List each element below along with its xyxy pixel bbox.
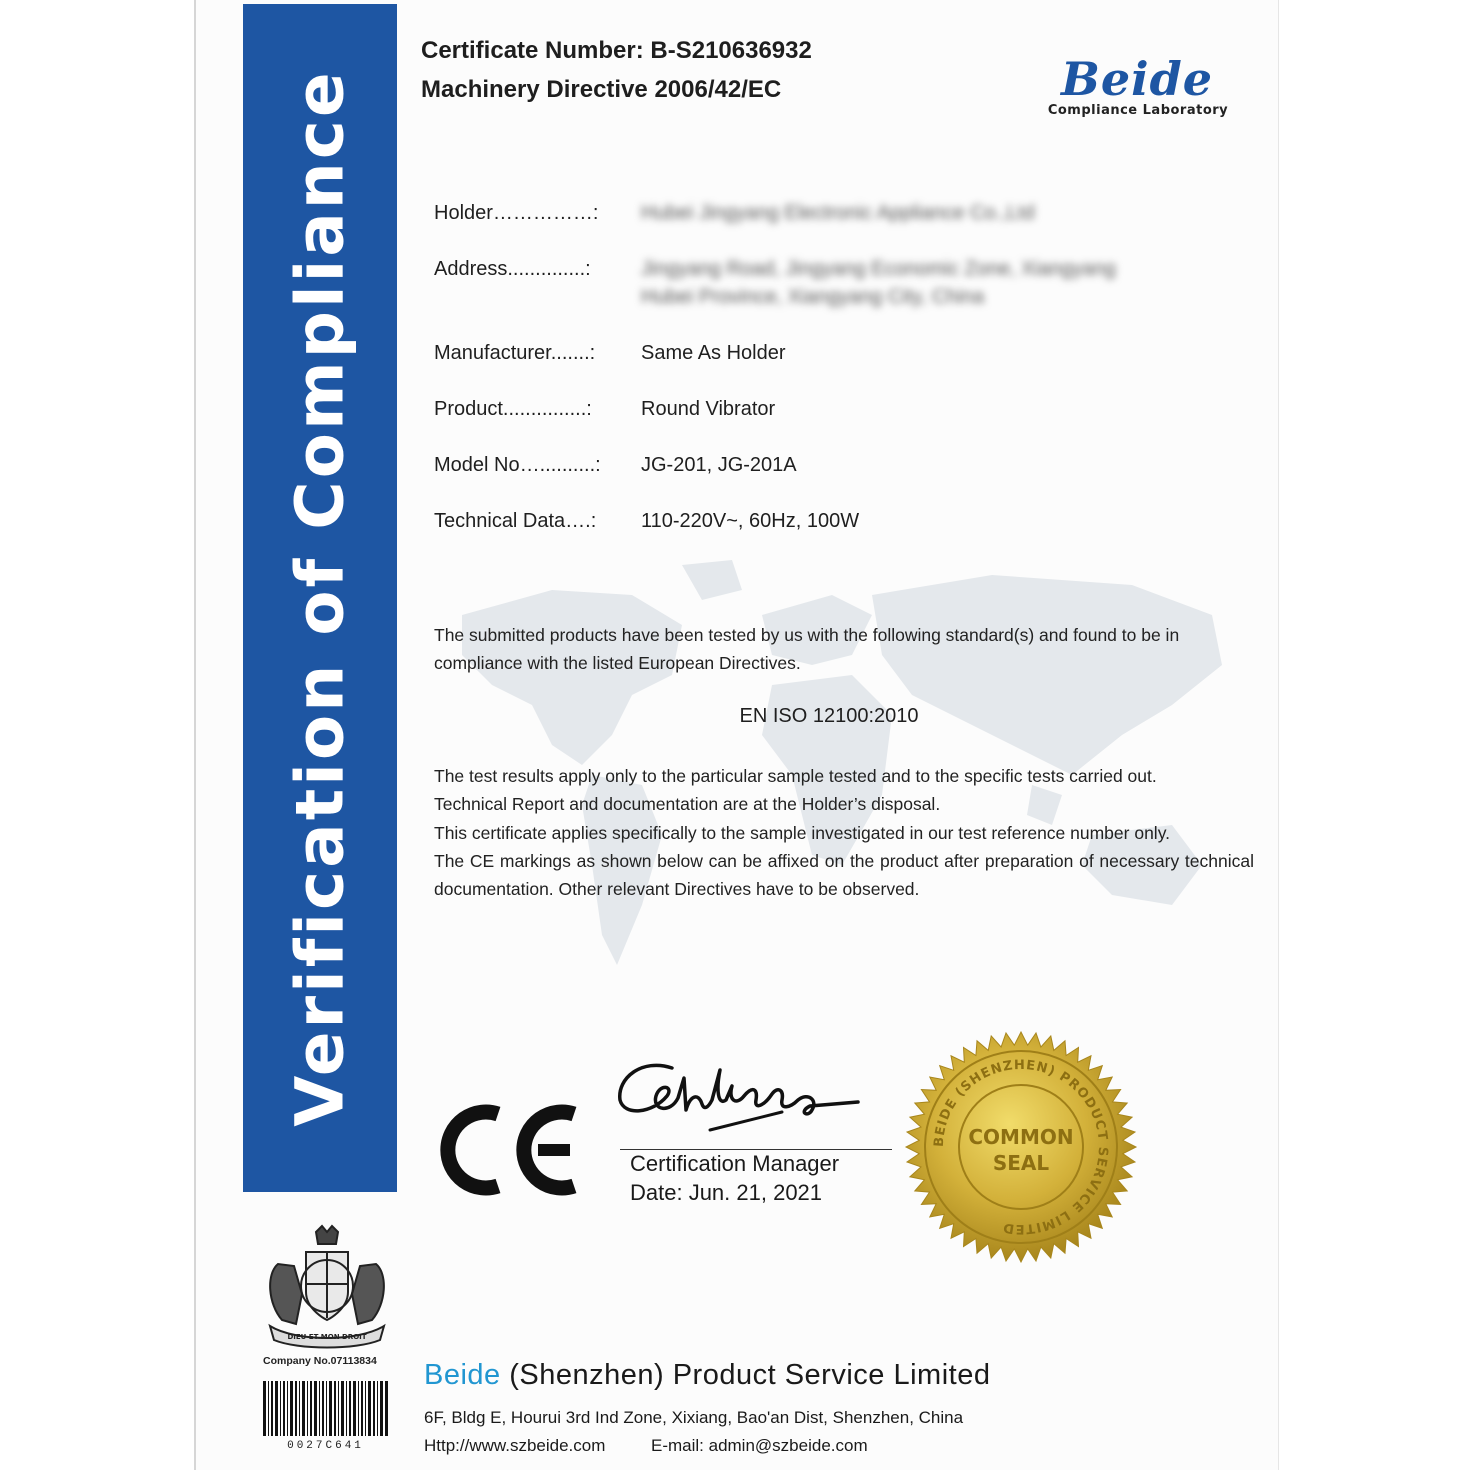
seal-center-line-2: SEAL <box>992 1151 1050 1175</box>
gold-seal-icon <box>904 1030 1138 1264</box>
directive-title: Machinery Directive 2006/42/EC <box>421 76 782 103</box>
issue-date: Date: Jun. 21, 2021 <box>630 1180 823 1205</box>
compliance-statement: The submitted products have been tested by us with the following standard(s) and found to be in compliance with the listed European Directives. <box>434 625 1180 674</box>
signature-line <box>620 1149 892 1150</box>
seal-center-line-1: COMMON <box>968 1125 1074 1149</box>
model-no-label: Model No…..........: <box>434 454 601 476</box>
beide-logo: Beide <box>1060 52 1214 106</box>
signature-icon <box>612 1048 862 1144</box>
company-number: Company No.07113834 <box>263 1355 377 1367</box>
ce-mark-icon <box>440 1100 582 1200</box>
company-name <box>424 1359 990 1392</box>
holder-value: Hubei Jingyang Electronic Appliance Co.,Ltd <box>641 202 1035 224</box>
company-email-link[interactable]: E-mail: admin@szbeide.com <box>651 1436 868 1455</box>
note-line: This certificate applies specifically to the sample investigated in our test reference number only. <box>434 822 1171 843</box>
signatory-title: Certification Manager <box>630 1151 840 1176</box>
company-name-rest: (Shenzhen) Product Service Limited <box>500 1359 991 1391</box>
product-value: Round Vibrator <box>641 398 776 420</box>
company-address: 6F, Bldg E, Hourui 3rd Ind Zone, Xixiang, Bao'an Dist, Shenzhen, China <box>424 1408 964 1427</box>
crest-motto: DIEU ET MON DROIT <box>287 1333 367 1341</box>
standard-reference: EN ISO 12100:2010 <box>739 705 919 727</box>
barcode-number: 0027C641 <box>287 1440 364 1452</box>
certificate-number: Certificate Number: B-S210636932 <box>421 37 812 64</box>
address-value-line-2: Hubei Province, Xiangyang City, China <box>641 286 985 308</box>
notes-block <box>434 762 1254 903</box>
manufacturer-label: Manufacturer.......: <box>434 342 596 364</box>
holder-label: Holder……………: <box>434 202 599 224</box>
model-no-value: JG-201, JG-201A <box>641 454 797 476</box>
barcode-icon <box>263 1381 388 1436</box>
address-label: Address..............: <box>434 258 591 280</box>
technical-data-value: 110-220V~, 60Hz, 100W <box>641 510 860 532</box>
note-line: The test results apply only to the particular sample tested and to the specific tests carried out. <box>434 766 1157 786</box>
product-label: Product...............: <box>434 398 592 420</box>
side-banner-title: Verification of Compliance <box>281 69 359 1127</box>
royal-coat-of-arms-icon <box>256 1224 398 1352</box>
logo-subtitle: Compliance Laboratory <box>1047 103 1229 118</box>
seal-outer-text: BEIDE (SHENZHEN) PRODUCT SERVICE LIMITED <box>931 1057 1111 1237</box>
address-value-line-1: Jingyang Road, Jingyang Economic Zone, Xiangyang <box>641 258 1116 280</box>
company-name-accent: Beide <box>424 1359 501 1391</box>
note-line: The CE markings as shown below can be affixed on the product after preparation of necessary technical documentation. Other relevant Directives have to be observed. <box>434 850 1254 900</box>
note-line: Technical Report and documentation are at the Holder’s disposal. <box>434 794 941 815</box>
company-website-link[interactable]: Http://www.szbeide.com <box>424 1436 606 1455</box>
side-banner <box>243 4 397 1192</box>
technical-data-label: Technical Data….: <box>434 510 597 532</box>
manufacturer-value: Same As Holder <box>641 342 786 364</box>
